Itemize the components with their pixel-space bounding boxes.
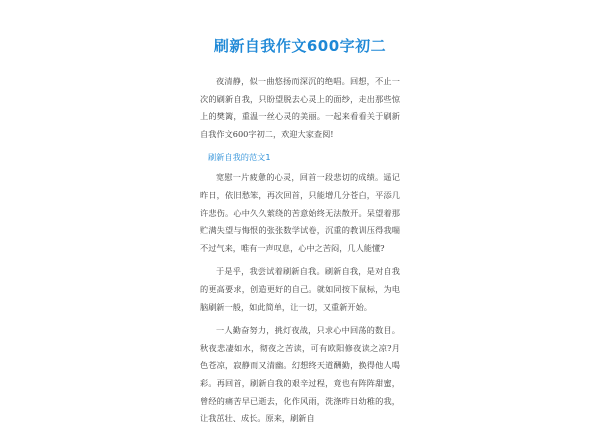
section-heading: 刷新自我的范文1: [208, 152, 271, 163]
article-body: [200, 73, 400, 428]
body-paragraph-3: 一人勤奋努力，挑灯夜战，只求心中回荡的数目。秋夜悲凄如水，彻夜之苦读，可有欧阳修夜读之凉?月色苍凉，寂静而又清幽。幻想终天道酬勤，换得他人喝彩。再回首，刷新自我的艰辛过程，竟也有阵阵甜蜜，曾经的痛苦早已逝去，化作风雨，洗涤昨日幼稚的我，让我茁壮、成长。原来，刷新自: [200, 325, 400, 424]
intro-paragraph: 夜清静，似一曲悠扬而深沉的绝唱。回想，不止一次的刷新自我，只盼望脱去心灵上的面纱，走出那些惊上的樊篱，重温一丝心灵的美丽。一起来看看关于刷新自我作文600字初二，欢迎大家查阅!: [200, 76, 400, 139]
body-paragraph-1: 宽慰一片疲惫的心灵，回首一段悲切的成绩。遥记昨日，依旧愁笨，再次回首，只能增几分苍白，平添几许悲伤。心中久久萦绕的苦意始终无法散开。呆望着那贮满失望与悔恨的张张数学试卷，沉重的教训压得我喘不过气来，唯有一声叹息，心中之苦闷，几人能懂?: [200, 172, 400, 253]
body-paragraph-2: 于是乎，我尝试着刷新自我。刷新自我，是对自我的更高要求，创造更好的自己。就如同按下鼠标，为电脑刷新一般，如此简单，让一切，又重新开始。: [200, 266, 400, 312]
document-title: 刷新自我作文600字初二: [213, 37, 387, 55]
